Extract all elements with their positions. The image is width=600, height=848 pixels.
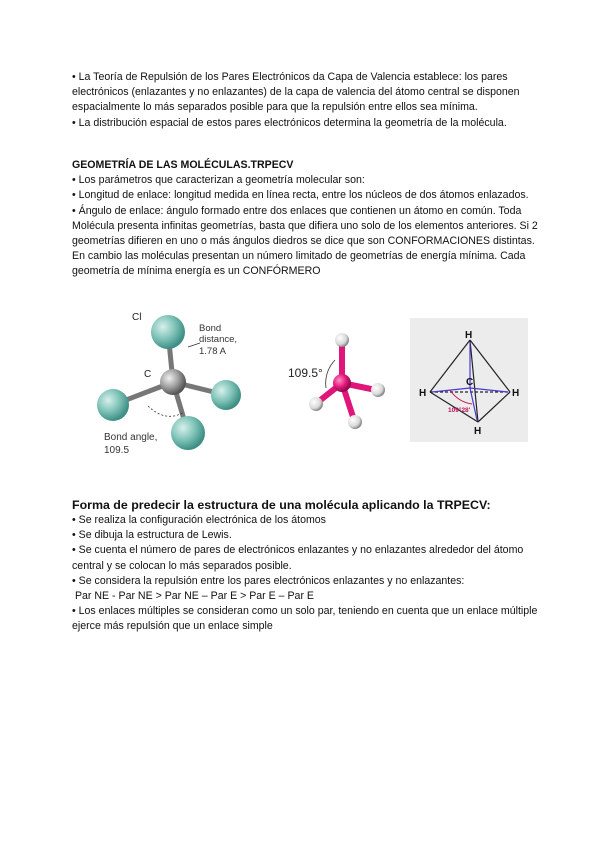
section-prediction-paragraph-1: • Se realiza la configuración electrónica de los átomos	[72, 514, 326, 526]
figure-bond-distance-model	[88, 305, 268, 465]
section-geometry-title: GEOMETRÍA DE LAS MOLÉCULAS.TRPECV	[72, 159, 294, 171]
intro-paragraph-1: • La Teoría de Repulsión de los Pares Electrónicos da Capa de Valencia establece: los pares electrónicos (enlazantes y no enlazantes) de la capa de valencia del átomo central se disponen espacialmente lo más separados posible para que la repulsión entre ellos sea mínima.	[72, 71, 520, 114]
section-prediction-paragraph-4: • Se considera la repulsión entre los pares electrónicos enlazantes y no enlazantes:	[72, 574, 465, 587]
section-prediction-paragraph-3: • Se cuenta el número de pares de electrónicos enlazantes y no enlazantes alrededor del átomo central y se colocan lo más separados posible.	[72, 544, 524, 572]
label-bond-2: distance,	[199, 334, 238, 345]
label-c: C	[144, 369, 152, 380]
label-angle-1: Bond angle,	[104, 432, 158, 443]
section-geometry-paragraph-3: • Ángulo de enlace: ángulo formado entre dos enlaces que contienen un átomo en común. Toda Molécula presenta infinitas geometrías, basta que difiera uno solo de los elementos anteriores. Si 2 geometrías difieren en uno o más ángulos diedros se dice que son CONFORMACIONES distintas. En cambio las moléculas presentan un número limitado de geometrías de energía mínima. Cada geometría de mínima energía es un CONFÓRMERO	[72, 204, 538, 278]
section-prediction-title: Forma de predecir la estructura de una molécula aplicando la TRPECV:	[72, 498, 491, 512]
atom-left	[97, 389, 129, 421]
section-prediction-paragraph-6: • Los enlaces múltiples se consideran como un solo par, teniendo en cuenta que un enlace múltiple ejerce más repulsión que un enlace simple	[72, 605, 538, 633]
label-c: C	[466, 377, 474, 388]
label-cl: Cl	[132, 312, 142, 323]
atom-right	[211, 380, 241, 410]
label-bond-3: 1.78 A	[199, 346, 226, 357]
section-prediction	[72, 497, 542, 635]
h-atom-right	[371, 383, 385, 397]
intro-paragraph-2: • La distribución espacial de estos pares electrónicos determina la geometría de la molécula.	[72, 116, 507, 129]
atom-bottom	[171, 416, 205, 450]
label-h-bottom: H	[474, 426, 482, 437]
label-angle: 109°28'	[448, 407, 471, 414]
section-geometry	[72, 158, 542, 280]
central-atom	[333, 374, 351, 392]
h-atom-top	[335, 333, 349, 347]
label-angle: 109.5°	[288, 366, 323, 380]
section-prediction-paragraph-5: Par NE - Par NE > Par NE – Par E > Par E – Par E	[72, 590, 314, 603]
section-geometry-paragraph-1: • Los parámetros que caracterizan a geometría molecular son:	[72, 174, 365, 187]
section-prediction-paragraph-2: • Se dibuja la estructura de Lewis.	[72, 529, 232, 542]
carbon-atom	[160, 369, 186, 395]
label-bond-1: Bond	[199, 323, 222, 334]
h-atom-left	[309, 397, 323, 411]
label-angle-2: 109.5	[104, 445, 130, 456]
figure-tetrahedral-model	[280, 320, 400, 435]
label-h-right: H	[512, 388, 520, 399]
figure-tetrahedron-wireframe	[410, 318, 528, 442]
h-atom-bottom	[348, 415, 362, 429]
label-h-top: H	[465, 330, 473, 341]
section-geometry-paragraph-2: • Longitud de enlace: longitud medida en línea recta, entre los núcleos de dos átomos enlazados.	[72, 189, 529, 202]
chlorine-atom	[151, 315, 185, 349]
intro-block	[72, 70, 542, 131]
label-h-left: H	[419, 388, 427, 399]
